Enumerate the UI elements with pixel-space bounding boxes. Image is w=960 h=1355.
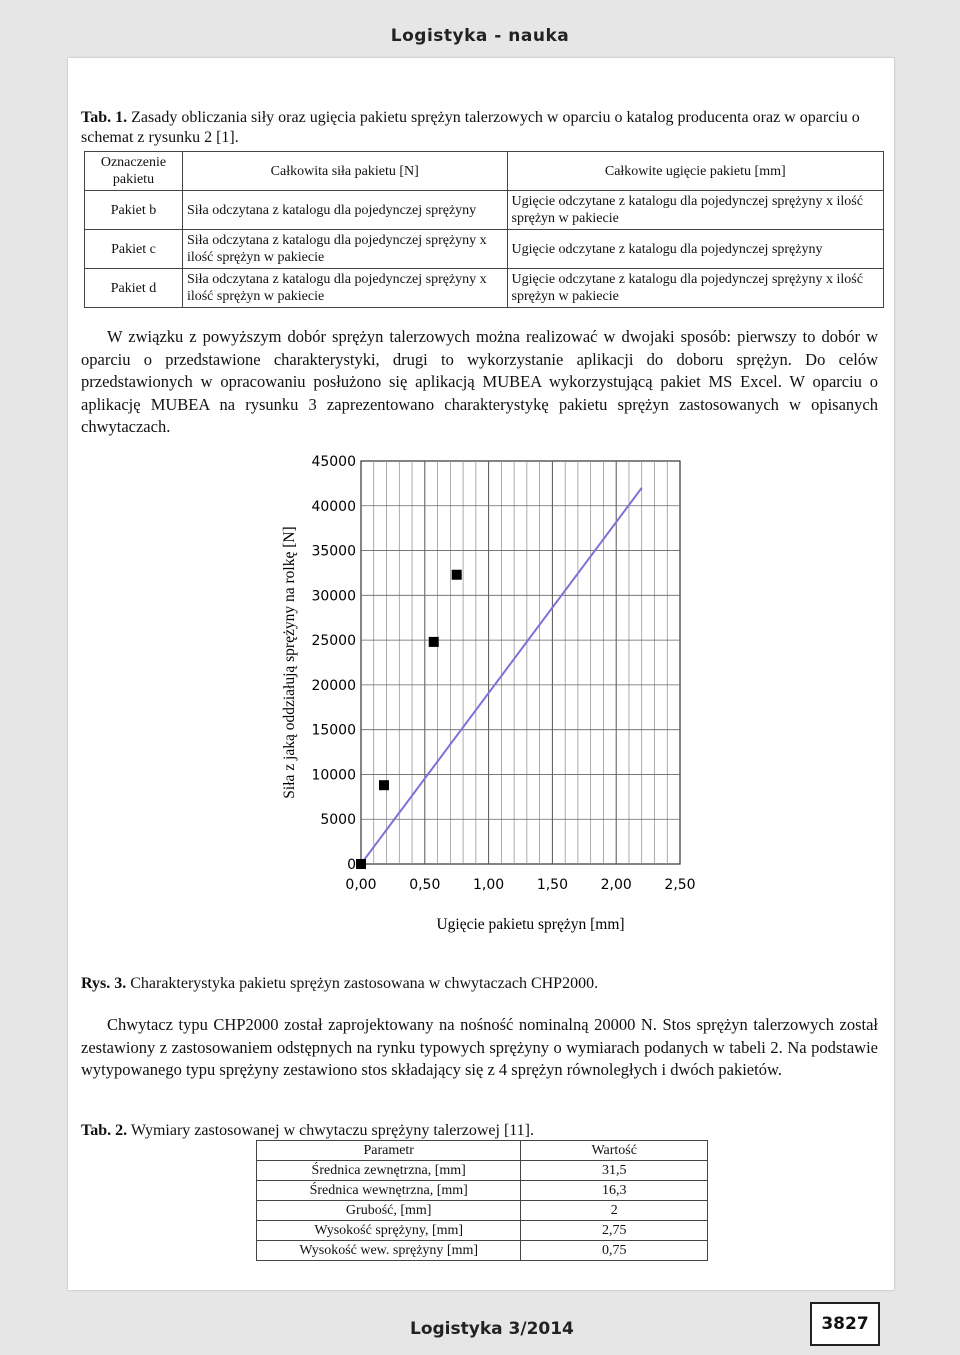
y-tick-label: 40000 (311, 498, 356, 515)
table-cell-force: Siła odczytana z katalogu dla pojedynczej sprężyny (182, 191, 507, 230)
journal-issue-footer: Logistyka 3/2014 (410, 1319, 574, 1339)
table-cell-parameter: Średnica wewnętrzna, [mm] (257, 1181, 521, 1201)
table-header-cell: Całkowita siła pakietu [N] (182, 152, 507, 191)
y-tick-label: 35000 (311, 543, 356, 560)
document-page (68, 58, 894, 1290)
table-cell-value: 2 (521, 1201, 708, 1221)
y-tick-label: 0 (347, 857, 356, 873)
table-row (257, 1221, 708, 1241)
y-tick-label: 25000 (311, 633, 356, 650)
y-tick-label: 45000 (311, 454, 356, 470)
plot-area (361, 461, 680, 864)
table-row (257, 1161, 708, 1181)
table-row (257, 1181, 708, 1201)
x-tick-label: 0,50 (409, 877, 441, 893)
x-tick-label: 1,00 (473, 877, 505, 893)
table-header-cell: Parametr (257, 1141, 521, 1161)
table2-caption-text: Wymiary zastosowanej w chwytaczu sprężyny talerzowej [11]. (130, 1122, 534, 1139)
y-tick-label: 15000 (311, 722, 356, 739)
table2-caption (81, 1121, 881, 1141)
table-row (85, 269, 884, 308)
table-cell-label: Pakiet b (85, 191, 183, 230)
table1-caption-label: Tab. 1. (81, 109, 128, 126)
table-header-row (257, 1141, 708, 1161)
paragraph-intro: W związku z powyższym dobór sprężyn talerzowych można realizować w dwojaki sposób: pierwszy to dobór w oparciu o przedstawione charakterystyki, drugi to wykorzystanie aplikacji do doboru sprężyn. Do celów przedstawionych w opracowaniu posłużono się aplikacją MUBEA wykorzystującą pakiet MS Excel. W oparciu o aplikację MUBEA na rysunku 3 zaprezentowano charakterystykę pakietu sprężyn zastosowanych w opisanych chwytaczach. (81, 327, 878, 436)
x-tick-label: 0,00 (345, 877, 377, 893)
y-tick-label: 20000 (311, 677, 356, 694)
data-point-marker (429, 637, 439, 647)
table-cell-force: Siła odczytana z katalogu dla pojedynczej sprężyny x ilość sprężyn w pakiecie (182, 269, 507, 308)
table-cell-parameter: Wysokość sprężyny, [mm] (257, 1221, 521, 1241)
table-header-row (85, 152, 884, 191)
table-cell-parameter: Wysokość wew. sprężyny [mm] (257, 1241, 521, 1261)
spring-characteristic-chart (268, 451, 698, 936)
table-cell-force: Siła odczytana z katalogu dla pojedynczej sprężyny x ilość sprężyn w pakiecie (182, 230, 507, 269)
page-number-box: 3827 (810, 1302, 880, 1346)
table-cell-value: 2,75 (521, 1221, 708, 1241)
data-point-marker (452, 570, 462, 580)
table-row (85, 230, 884, 269)
table1-caption-text: Zasady obliczania siły oraz ugięcia pakietu sprężyn talerzowych w oparciu o katalog producenta oraz w oparciu o schemat z rysunku 2 [1]. (81, 109, 860, 146)
table2-caption-label: Tab. 2. (81, 1122, 128, 1139)
table-cell-deflection: Ugięcie odczytane z katalogu dla pojedynczej sprężyny (507, 230, 883, 269)
table-header-cell: Wartość (521, 1141, 708, 1161)
table-header-cell: Całkowite ugięcie pakietu [mm] (507, 152, 883, 191)
x-tick-label: 2,50 (664, 877, 696, 893)
x-tick-label: 2,00 (600, 877, 632, 893)
table-cell-deflection: Ugięcie odczytane z katalogu dla pojedynczej sprężyny x ilość sprężyn w pakiecie (507, 269, 883, 308)
y-tick-label: 10000 (311, 767, 356, 784)
x-axis-label: Ugięcie pakietu sprężyn [mm] (436, 916, 625, 933)
table-row (85, 191, 884, 230)
figure3-caption-text: Charakterystyka pakietu sprężyn zastosowana w chwytaczach CHP2000. (130, 975, 599, 992)
data-point-marker (356, 859, 366, 869)
figure3-caption-label: Rys. 3. (81, 975, 127, 992)
y-tick-label: 30000 (311, 588, 356, 605)
x-tick-label: 1,50 (536, 877, 568, 893)
figure3-caption (81, 974, 881, 994)
table-cell-deflection: Ugięcie odczytane z katalogu dla pojedynczej sprężyny x ilość sprężyn w pakiecie (507, 191, 883, 230)
spring-dimensions-table (256, 1140, 708, 1261)
y-axis-label: Siła z jaką oddziałują sprężyny na rolkę [N] (281, 526, 298, 799)
y-tick-label: 5000 (320, 812, 356, 829)
data-point-marker (379, 780, 389, 790)
journal-header: Logistyka - nauka (390, 26, 570, 46)
table-cell-value: 0,75 (521, 1241, 708, 1261)
table-header-cell: Oznaczenie pakietu (85, 152, 183, 191)
table-row (257, 1241, 708, 1261)
table-cell-label: Pakiet c (85, 230, 183, 269)
table1-caption (81, 108, 881, 148)
table-cell-label: Pakiet d (85, 269, 183, 308)
table-cell-value: 31,5 (521, 1161, 708, 1181)
paragraph-chp2000: Chwytacz typu CHP2000 został zaprojektowany na nośność nominalną 20000 N. Stos sprężyn talerzowych został zestawiony z zastosowaniem odstępnych na rynku typowych sprężyny o wymiarach podanych w tabeli 2. Na podstawie wytypowanego typu sprężyny zestawiono stos składający się z 4 sprężyn równoległych i dwóch pakietów. (81, 1015, 878, 1079)
table-row (257, 1201, 708, 1221)
table-cell-parameter: Średnica zewnętrzna, [mm] (257, 1161, 521, 1181)
table-cell-value: 16,3 (521, 1181, 708, 1201)
rules-table (84, 151, 884, 308)
table-cell-parameter: Grubość, [mm] (257, 1201, 521, 1221)
